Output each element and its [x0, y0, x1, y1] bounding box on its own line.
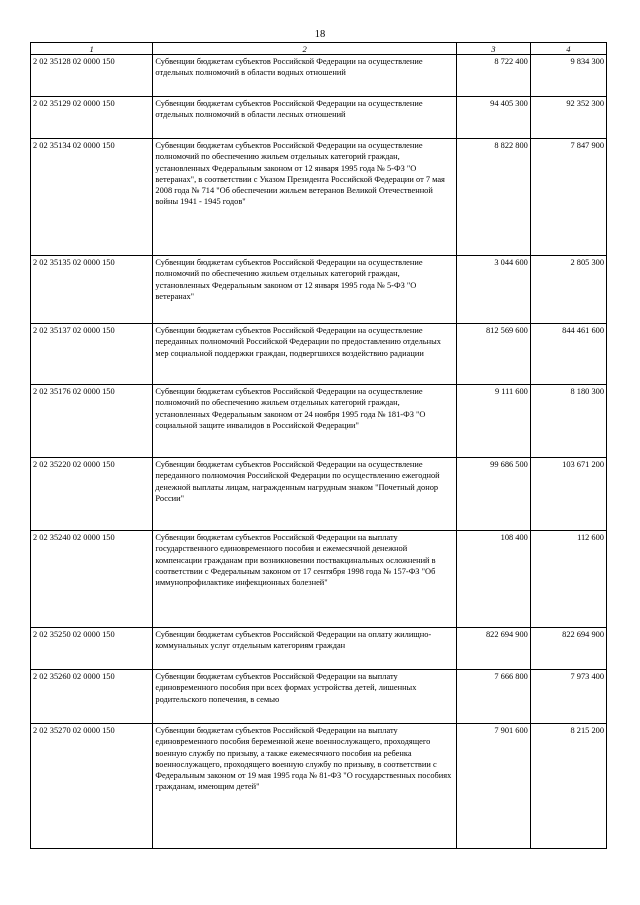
budget-code: 2 02 35270 02 0000 150 [31, 724, 153, 849]
amount-col-3: 812 569 600 [456, 324, 530, 385]
table-row [31, 97, 607, 139]
amount-col-3: 7 666 800 [456, 670, 530, 724]
table-row [31, 256, 607, 324]
table-row [31, 55, 607, 97]
amount-col-4: 9 834 300 [530, 55, 606, 97]
amount-col-4: 2 805 300 [530, 256, 606, 324]
revenue-name: Субвенции бюджетам субъектов Российской Федерации на осуществление переданного полномочия Российской Федерации по осуществлению ежегодной денежной выплаты лицам, награжденным нагрудным знаком "Почетный донор России" [153, 458, 456, 531]
table-header-row [31, 43, 607, 55]
amount-col-3: 8 822 800 [456, 139, 530, 256]
budget-code: 2 02 35137 02 0000 150 [31, 324, 153, 385]
amount-col-3: 108 400 [456, 531, 530, 628]
table-row [31, 724, 607, 849]
table-row [31, 628, 607, 670]
page-number: 18 [314, 29, 326, 40]
budget-code: 2 02 35128 02 0000 150 [31, 55, 153, 97]
budget-code: 2 02 35250 02 0000 150 [31, 628, 153, 670]
budget-code: 2 02 35135 02 0000 150 [31, 256, 153, 324]
budget-code: 2 02 35176 02 0000 150 [31, 385, 153, 458]
table-row [31, 385, 607, 458]
budget-code: 2 02 35220 02 0000 150 [31, 458, 153, 531]
amount-col-4: 103 671 200 [530, 458, 606, 531]
column-header-name: 2 [153, 43, 456, 55]
amount-col-4: 7 847 900 [530, 139, 606, 256]
table-row [31, 458, 607, 531]
table-row [31, 139, 607, 256]
revenue-name: Субвенции бюджетам субъектов Российской Федерации на выплату государственного единовременного пособия и ежемесячной денежной компенсации гражданам при возникновении поствакцинальных осложнений в соответствии с Федеральным законом от 17 сентября 1998 года № 157-ФЗ "Об иммунопрофилактике инфекционных болезней" [153, 531, 456, 628]
amount-col-4: 112 600 [530, 531, 606, 628]
amount-col-4: 844 461 600 [530, 324, 606, 385]
amount-col-3: 8 722 400 [456, 55, 530, 97]
amount-col-3: 94 405 300 [456, 97, 530, 139]
budget-code: 2 02 35240 02 0000 150 [31, 531, 153, 628]
revenue-name: Субвенции бюджетам субъектов Российской Федерации на осуществление отдельных полномочий в области водных отношений [153, 55, 456, 97]
revenue-name: Субвенции бюджетам субъектов Российской Федерации на осуществление полномочий по обеспечению жильем отдельных категорий граждан, установленных Федеральным законом от 12 января 1995 года № 5-ФЗ "О ветеранах", в соответствии с Указом Президента Российской Федерации от 7 мая 2008 года № 714 "Об обеспечении жильем ветеранов Великой Отечественной войны 1941 - 1945 годов" [153, 139, 456, 256]
amount-col-4: 92 352 300 [530, 97, 606, 139]
table-row [31, 324, 607, 385]
budget-table [30, 42, 607, 849]
amount-col-4: 822 694 900 [530, 628, 606, 670]
table-row [31, 670, 607, 724]
amount-col-4: 8 180 300 [530, 385, 606, 458]
table-row [31, 531, 607, 628]
revenue-name: Субвенции бюджетам субъектов Российской Федерации на осуществление отдельных полномочий в области лесных отношений [153, 97, 456, 139]
column-header-code: 1 [31, 43, 153, 55]
amount-col-3: 7 901 600 [456, 724, 530, 849]
amount-col-4: 7 973 400 [530, 670, 606, 724]
column-header-amount-4: 4 [530, 43, 606, 55]
revenue-name: Субвенции бюджетам субъектов Российской Федерации на выплату единовременного пособия при всех формах устройства детей, лишенных родительского попечения, в семью [153, 670, 456, 724]
revenue-name: Субвенции бюджетам субъектов Российской Федерации на осуществление полномочий по обеспечению жильем отдельных категорий граждан, установленных Федеральным законом от 24 ноября 1995 года № 181-ФЗ "О социальной защите инвалидов в Российской Федерации" [153, 385, 456, 458]
amount-col-3: 99 686 500 [456, 458, 530, 531]
column-header-amount-3: 3 [456, 43, 530, 55]
revenue-name: Субвенции бюджетам субъектов Российской Федерации на осуществление переданных полномочий Российской Федерации по предоставлению отдельных мер социальной поддержки граждан, подвергшихся воздействию радиации [153, 324, 456, 385]
budget-code: 2 02 35134 02 0000 150 [31, 139, 153, 256]
amount-col-3: 822 694 900 [456, 628, 530, 670]
amount-col-3: 3 044 600 [456, 256, 530, 324]
budget-code: 2 02 35260 02 0000 150 [31, 670, 153, 724]
amount-col-4: 8 215 200 [530, 724, 606, 849]
budget-code: 2 02 35129 02 0000 150 [31, 97, 153, 139]
amount-col-3: 9 111 600 [456, 385, 530, 458]
revenue-name: Субвенции бюджетам субъектов Российской Федерации на оплату жилищно-коммунальных услуг отдельным категориям граждан [153, 628, 456, 670]
revenue-name: Субвенции бюджетам субъектов Российской Федерации на выплату единовременного пособия беременной жене военнослужащего, проходящего военную службу по призыву, а также ежемесячного пособия на ребенка военнослужащего, проходящего военную службу по призыву, в соответствии с Федеральным законом от 19 мая 1995 года № 81-ФЗ "О государственных пособиях гражданам, имеющим детей" [153, 724, 456, 849]
revenue-name: Субвенции бюджетам субъектов Российской Федерации на осуществление полномочий по обеспечению жильем отдельных категорий граждан, установленных Федеральным законом от 12 января 1995 года № 5-ФЗ "О ветеранах" [153, 256, 456, 324]
